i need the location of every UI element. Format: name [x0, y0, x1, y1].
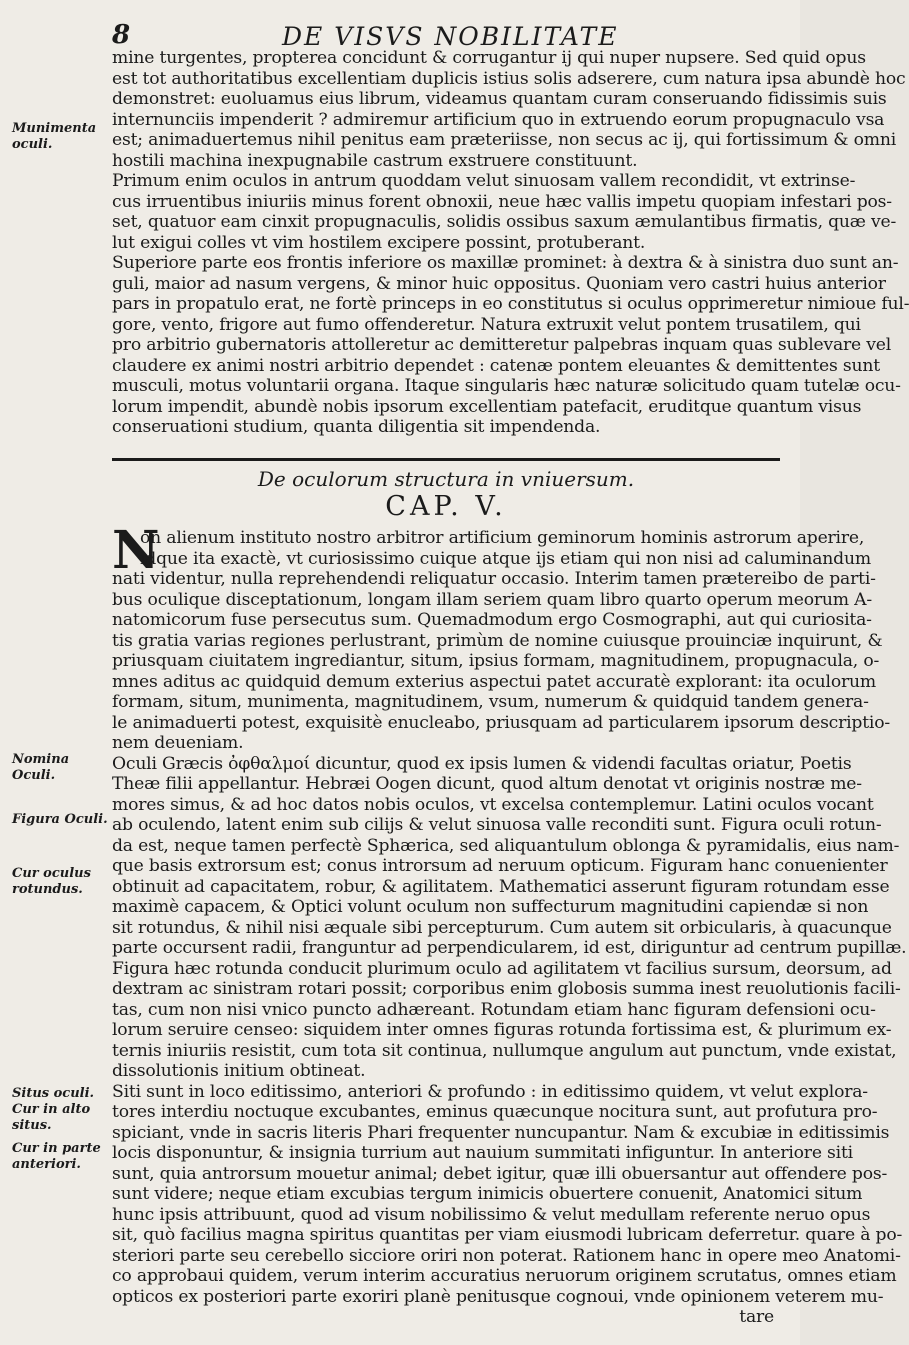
text-line: ternis iniuriis resistit, cum tota sit continua, nullumque angulum aut punctum, vnde existat, [112, 1040, 897, 1061]
text-line: lorum impendit, abundè nobis ipsorum excellentiam patefacit, eruditque quantum visus [112, 396, 862, 417]
text-line: locis disponuntur, & insignia turrium aut nauium summitati infiguntur. In anteriore siti [112, 1143, 853, 1163]
text-line: set, quatuor eam cinxit propugnaculis, solidis ossibus saxum æmulantibus firmatis, quæ ve- [112, 212, 897, 232]
text-line: priusquam ciuitatem ingrediantur, situm, ipsius formam, magnitudinem, propugnacula, o- [112, 651, 880, 671]
text-line: steriori parte seu cerebello sicciore oriri non poterat. Rationem hanc in opere meo Anatomi- [112, 1245, 901, 1266]
text-line: tores interdiu noctuque excubantes, eminus quæcunque nocitura sunt, aut profutura pro- [112, 1102, 878, 1122]
text-line: idque ita exactè, vt curiosissimo cuique atque ijs etiam qui non nisi ad caluminandum [140, 548, 871, 569]
text-line: musculi, motus voluntarii organa. Itaque singularis hæc naturæ solicitudo quam tutelæ ocu- [112, 376, 901, 396]
text-line: obtinuit ad capacitatem, robur, & agilitatem. Mathematici asserunt figuram rotundam esse [112, 876, 890, 897]
text-line: sit, quò facilius magna spiritus quantitas per viam eiusmodi lubricam deferretur. quare à po- [112, 1225, 903, 1245]
text-line: tis gratia varias regiones perlustrant, primùm de nomine cuiusque prouinciæ inquirunt, & [112, 630, 883, 651]
margin-note-figura: Figura Oculi. [12, 812, 108, 827]
text-line: mores simus, & ad hoc datos nobis oculos, vt excelsa contemplemur. Latini oculos vocant [112, 794, 874, 815]
text-line: lorum seruire censeo: siquidem inter omnes figuras rotunda fortissima est, & plurimum ex- [112, 1020, 892, 1040]
drop-cap: N [112, 520, 160, 581]
running-title: DE VISVS NOBILITATE [282, 22, 619, 51]
text-line: da est, neque tamen perfectè Sphærica, sed aliquantulum oblonga & pyramidalis, eius nam- [112, 835, 900, 856]
text-line: Oculi Græcis ὀφθαλμοί dicuntur, quod ex ipsis lumen & videndi facultas oriatur, Poetis [112, 753, 852, 774]
text-line: maximè capacem, & Optici volunt oculum non suffecturum magnitudini capiendæ si non [112, 897, 869, 917]
text-line: pars in propatulo erat, ne fortè princeps in eo constitutus si oculus opprimeretur nimioue ful- [112, 294, 909, 314]
text-line: mnes aditus ac quidquid demum exterius aspectui patet accuratè explorant: ita oculorum [112, 671, 876, 692]
text-line: claudere ex animi nostri arbitrio dependet : catenæ pontem eleuantes & demittentes sunt [112, 355, 880, 376]
text-line: nati videntur, nulla reprehendendi reliquatur occasio. Interim tamen prætereibo de parti- [112, 569, 876, 589]
text-line: est; animaduertemus nihil penitus eam præteriisse, non secus ac ij, qui fortissimum & omni [112, 130, 896, 150]
text-line: demonstret: euoluamus eius librum, videamus quantam curam conseruando fidissimis suis [112, 89, 887, 109]
text-line: Figura hæc rotunda conducit plurimum oculo ad agilitatem vt facilius sursum, deorsum, ad [112, 958, 892, 979]
section-title: De oculorum structura in vniuersum. [257, 467, 635, 491]
text-line: cus irruentibus iniuriis minus forent obnoxii, neue hæc vallis impetu quopiam infestari pos- [112, 191, 892, 212]
text-line: internunciis impenderit ? admiremur artificium quo in extruendo eorum propugnaculo vsa [112, 109, 885, 130]
text-line: sit rotundus, & nihil nisi æquale sibi percepturum. Cum autem sit orbicularis, à quacunque [112, 917, 892, 938]
text-line: sunt, quia antrorsum mouetur animal; debet igitur, quæ illi obuersantur aut offendere pos- [112, 1163, 888, 1184]
text-line: Theæ filii appellantur. Hebræi Oogen dicunt, quod altum denotat vt originis nostræ me- [112, 774, 862, 794]
text-line: conseruationi studium, quanta diligentia sit impendenda. [112, 417, 601, 437]
text-line: spiciant, vnde in sacris literis Phari frequenter nuncupantur. Nam & excubiæ in editissimis [112, 1122, 890, 1143]
page-number: 8 [112, 20, 131, 50]
text-line: formam, situm, munimenta, magnitudinem, vsum, numerum & quidquid tandem genera- [112, 692, 869, 712]
text-line: Superiore parte eos frontis inferiore os maxillæ prominet: à dextra & à sinistra duo sunt an- [112, 253, 899, 273]
text-line: le animaduerti potest, exquisitè enucleabo, priusquam ad particularem ipsorum descriptio- [112, 712, 890, 733]
text-line: hostili machina inexpugnabile castrum exstruere constituunt. [112, 150, 638, 171]
text-line: bus oculique disceptationum, longam illam seriem quam libro quarto operum meorum A- [112, 589, 872, 610]
intro-text [112, 48, 909, 438]
text-line: opticos ex posteriori parte exoriri planè penitusque cognoui, vnde opinionem veterem mu- [112, 1286, 884, 1307]
margin-note-situs: Situs oculi. Cur in alto situs. [12, 1086, 95, 1133]
text-line: pro arbitrio gubernatoris attolleretur ac demitteretur palpebras inquam quas sublevare vel [112, 335, 892, 355]
text-line: Siti sunt in loco editissimo, anteriori & profundo : in editissimo quidem, vt velut explora- [112, 1081, 868, 1102]
catchword: tare [739, 1307, 774, 1327]
text-line: que basis extrorsum est; conus introrsum ad neruum opticum. Figuram hanc conuenienter [112, 856, 888, 876]
text-line: dextram ac sinistram rotari possit; corporibus enim globosis summa inest reuolutionis facili- [112, 979, 901, 999]
text-line: on alienum instituto nostro arbitror artificium geminorum hominis astrorum aperire, [140, 528, 865, 548]
chapter-text [112, 520, 907, 1328]
text-line: co approbaui quidem, verum interim accuratius neruorum originem scrutatus, omnes etiam [112, 1266, 897, 1286]
text-line: ab oculendo, latent enim sub cilijs & velut sinuosa valle reconditi sunt. Figura oculi rotun- [112, 815, 882, 835]
margin-note-munimenta: Munimenta oculi. [12, 121, 97, 152]
text-line: nem deueniam. [112, 733, 244, 753]
text-line: tas, cum non nisi vnico puncto adhæreant. Rotundam etiam hanc figuram defensioni ocu- [112, 999, 876, 1020]
margin-note-cur-rotundus: Cur oculus rotundus. [12, 866, 91, 897]
text-line: Primum enim oculos in antrum quoddam velut sinuosam vallem recondidit, vt extrinse- [112, 171, 856, 191]
text-line: gore, vento, frigore aut fumo offenderetur. Natura extruxit velut pontem trusatilem, qui [112, 314, 861, 335]
text-line: hunc ipsis attribuunt, quod ad visum nobilissimo & velut medullam referente neruo opus [112, 1204, 871, 1225]
section-divider [112, 458, 780, 461]
text-line: lut exigui colles vt vim hostilem excipere possint, protuberant. [112, 232, 646, 253]
chapter-title: CAP. V. [385, 491, 507, 522]
text-line: sunt videre; neque etiam excubias tergum inimicis obuertere conuenit, Anatomici situm [112, 1184, 863, 1204]
text-line: dissolutionis initium obtineat. [112, 1061, 366, 1081]
text-line: natomicorum fuse persecutus sum. Quemadmodum ergo Cosmographi, aut qui curiosita- [112, 610, 872, 630]
text-line: parte occursent radii, franguntur ad perpendicularem, id est, diriguntur ad centrum pupillæ. [112, 938, 907, 958]
text-line: guli, maior ad nasum vergens, & minor huic oppositus. Quoniam vero castri huius anterior [112, 273, 886, 294]
text-line: mine turgentes, propterea concidunt & corrugantur ij qui nuper nupsere. Sed quid opus [112, 48, 866, 68]
margin-note-nomina: Nomina Oculi. [12, 752, 70, 783]
text-line: est tot authoritatibus excellentiam duplicis istius solis adserere, cum natura ipsa abundè hoc [112, 68, 906, 89]
margin-note-cur-anteriori: Cur in parte anteriori. [12, 1141, 101, 1172]
